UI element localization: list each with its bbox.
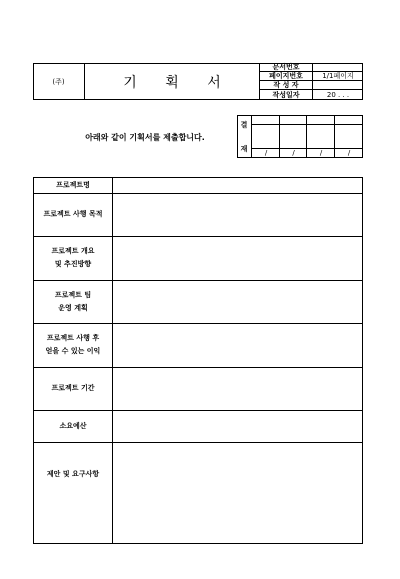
row-label-text: 프로젝트 개요 및 추진방향 xyxy=(51,247,95,268)
row-value-purpose[interactable] xyxy=(114,194,362,236)
meta-label-page-number: 페이지번호 xyxy=(260,72,313,81)
row-label-text: 프로젝트 사행 목적 xyxy=(43,210,103,218)
row-label-text: 프로젝트 기간 xyxy=(51,384,95,392)
intro-text: 아래와 같이 기획서를 제출합니다. xyxy=(85,132,205,142)
row-label-text: 소요예산 xyxy=(59,421,87,430)
approval-date-2: / xyxy=(292,149,295,157)
approval-label xyxy=(237,115,252,158)
approval-date-3: / xyxy=(319,149,323,157)
row-label-budget xyxy=(33,410,113,442)
row-label-text: 제안 및 요구사항 xyxy=(46,470,100,478)
row-value-overview[interactable] xyxy=(114,237,362,280)
row-value-requests[interactable] xyxy=(114,443,362,543)
row-value-period[interactable] xyxy=(114,368,362,410)
approval-title-divider xyxy=(252,124,363,125)
row-label-purpose xyxy=(33,193,113,236)
row-label-text: 프로젝트 사행 후 얻을 수 있는 이익 xyxy=(45,334,101,355)
document-title: 기 획 서 xyxy=(85,63,260,100)
approval-label-bottom: 재 xyxy=(240,144,248,153)
approval-date-4: / xyxy=(347,149,351,157)
row-value-budget[interactable] xyxy=(114,411,362,442)
meta-value-date[interactable]: 20 . . . xyxy=(326,90,350,99)
approval-date-1: / xyxy=(264,149,268,157)
row-label-period xyxy=(33,367,113,410)
row-label-text: 프로젝트 팀 운영 계획 xyxy=(54,290,92,312)
meta-value-author[interactable] xyxy=(313,81,363,90)
row-label-benefit xyxy=(33,323,113,367)
row-value-project-name[interactable] xyxy=(114,178,362,193)
row-label-team xyxy=(33,280,113,323)
meta-label-date: 작성일자 xyxy=(260,90,313,99)
row-label-requests xyxy=(33,442,113,507)
row-label-overview xyxy=(33,236,113,280)
approval-label-top: 결 xyxy=(240,120,248,129)
row-value-team[interactable] xyxy=(114,281,362,323)
row-label-text: 프로젝트명 xyxy=(56,180,90,189)
row-label-project-name xyxy=(33,177,113,193)
meta-label-author: 작 성 자 xyxy=(260,81,313,90)
row-value-benefit[interactable] xyxy=(114,324,362,367)
company-label: (주) xyxy=(33,63,85,100)
meta-value-page-number[interactable]: 1/1페이지 xyxy=(313,72,363,81)
meta-label-doc-number: 문서번호 xyxy=(260,63,313,72)
